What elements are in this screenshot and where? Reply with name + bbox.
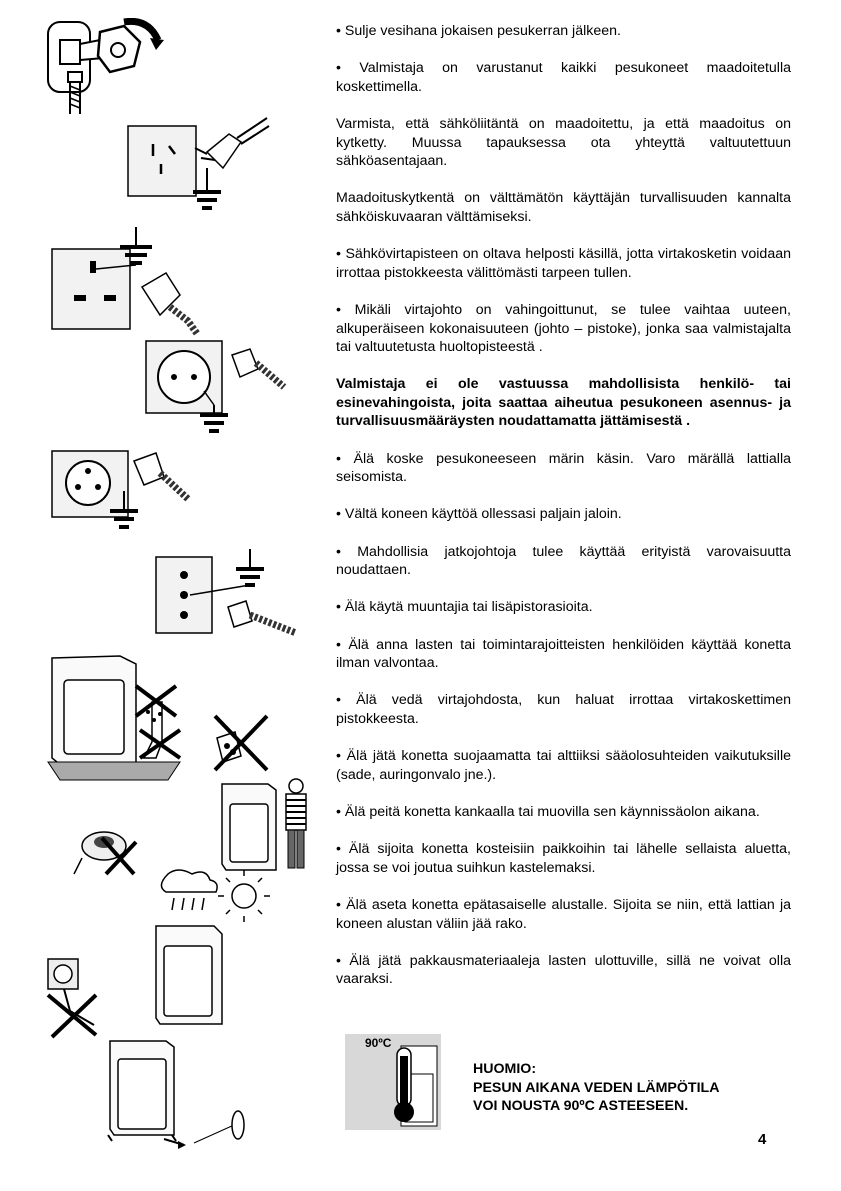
wet-socket-cross-illustration	[44, 955, 109, 1040]
covered-appliance-cross-illustration	[66, 818, 146, 888]
instruction-paragraph: Varmista, että sähköliitäntä on maadoitettu, ja että maadoitus on kytketty. Muussa tapauksessa ota yhteyttä valtuutettuun sähköasentajaan.	[336, 115, 791, 170]
floor-gap-illustration	[104, 1035, 264, 1150]
earthed-socket-illustration-1	[125, 112, 270, 227]
instruction-paragraph: • Sulje vesihana jokaisen pesukerran jälkeen.	[336, 23, 621, 39]
instruction-paragraph: • Älä peitä konetta kankaalla tai muovilla sen käynnissäolon aikana.	[336, 803, 760, 820]
instruction-paragraph: • Valmistaja on varustanut kaikki pesukoneet maadoitetulla koskettimella.	[336, 60, 791, 95]
instruction-paragraph: • Älä jätä pakkausmateriaaleja lasten ulottuville, sillä ne voivat olla vaaraksi.	[336, 952, 791, 988]
instruction-paragraph: • Mahdollisia jatkojohtoja tulee käyttää erityistä varovaisuutta noudattaen.	[336, 543, 791, 579]
thermometer-illustration	[345, 1034, 441, 1130]
instruction-paragraph: • Älä jätä konetta suojaamatta tai alttiiksi sääolosuhteiden vaikutuksille (sade, auringonvalo jne.).	[336, 748, 791, 783]
pulling-plug-cross-illustration	[205, 710, 275, 780]
warning-line-2: PESUN AIKANA VEDEN LÄMPÖTILA	[473, 1079, 720, 1096]
instruction-paragraph: Maadoituskytkentä on välttämätön käyttäjän turvallisuuden kannalta sähköiskuvaaran välttämiseksi.	[336, 190, 791, 225]
illustration-column	[0, 0, 330, 1191]
page-number: 4	[758, 1131, 767, 1148]
water-tap-illustration	[40, 18, 170, 118]
thermometer-label: 90ºC	[365, 1036, 392, 1050]
warning-line-3: VOI NOUSTA 90ºC ASTEESEEN.	[473, 1098, 689, 1115]
instruction-paragraph: • Älä aseta konetta epätasaiselle alustalle. Sijoita se niin, että lattian ja koneen alustan väliin jää rako.	[336, 896, 791, 932]
child-near-washer-illustration	[218, 778, 318, 878]
instruction-paragraph: • Älä käytä muuntajia tai lisäpistorasioita.	[336, 599, 593, 616]
earthed-socket-illustration-5	[150, 545, 300, 650]
instruction-paragraph: • Mikäli virtajohto on vahingoittunut, se tulee vaihtaa uuteen, alkuperäiseen kokonaisuuteen (johto – pistoke), jonka saa valmistajalta tai valtuutetusta huoltopisteestä .	[336, 301, 791, 356]
earthed-socket-illustration-2	[48, 225, 208, 340]
instruction-paragraph: • Älä koske pesukoneeseen märin käsin. Varo märällä lattialla seisomista.	[336, 450, 791, 486]
warning-line-1: HUOMIO:	[473, 1061, 537, 1077]
instruction-paragraph: • Vältä koneen käyttöä ollessasi paljain jaloin.	[336, 506, 622, 523]
earthed-socket-illustration-3	[140, 335, 290, 445]
instruction-paragraph: • Sähkövirtapisteen on oltava helposti käsillä, jotta virtakosketin voidaan irrottaa pistokkeesta välittömästi tarpeen tullen.	[336, 246, 791, 281]
safety-instructions	[336, 22, 791, 1007]
temperature-warning	[473, 1060, 803, 1116]
instruction-paragraph: • Älä anna lasten tai toimintarajoitteisten henkilöiden käyttää konetta ilman valvontaa.	[336, 636, 791, 672]
instruction-paragraph: Valmistaja ei ole vastuussa mahdollisista henkilö- tai esinevahingoista, joita saattaa aiheutua pesukoneen asennus- ja turvallisuusmääräysten noudattamatta jättämisestä .	[336, 376, 791, 430]
weather-exposure-illustration	[148, 868, 278, 1028]
earthed-socket-illustration-4	[48, 447, 198, 547]
instruction-paragraph: • Älä vedä virtajohdosta, kun haluat irrottaa virtakoskettimen pistokkeesta.	[336, 692, 791, 727]
instruction-paragraph: • Älä sijoita konetta kosteisiin paikkoihin tai lähelle sellaista aluetta, jossa se voi joutua suihkun kastelemaksi.	[336, 841, 791, 876]
